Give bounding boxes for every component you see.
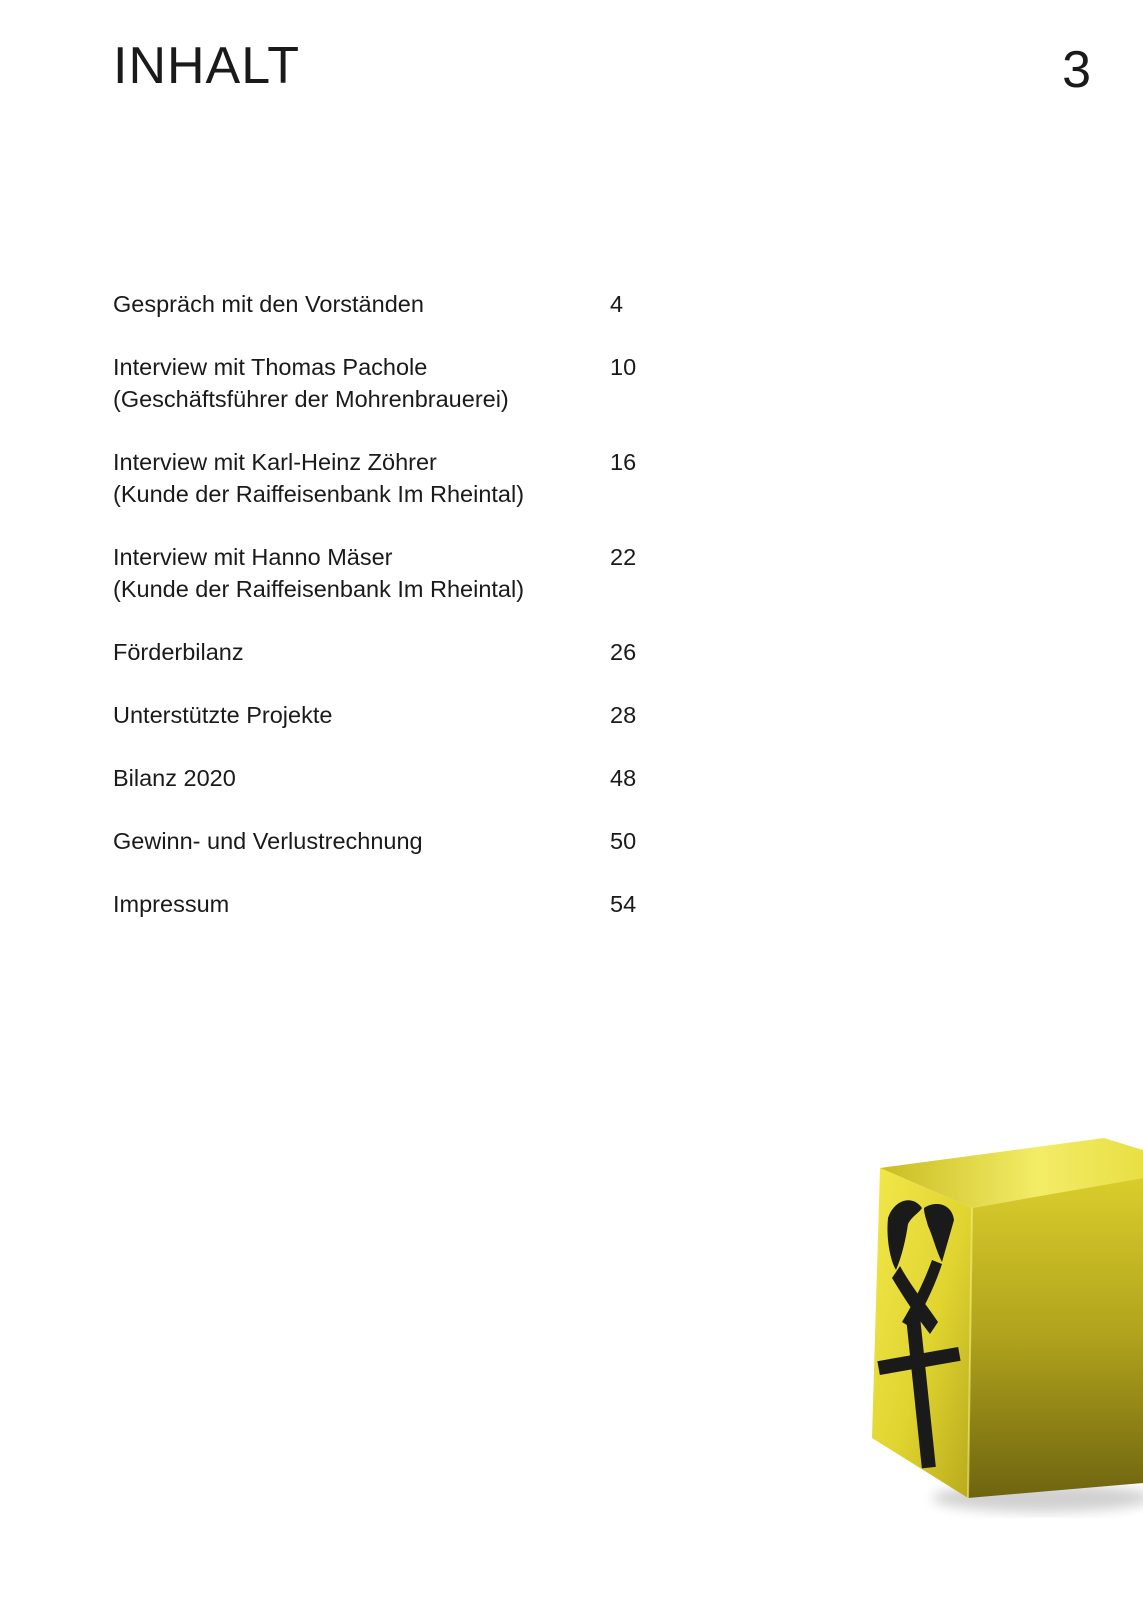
toc-entry-page: 54: [610, 891, 637, 917]
toc-entry-4[interactable]: [113, 636, 653, 668]
toc-entry-1[interactable]: [113, 351, 653, 415]
toc-entry-3[interactable]: [113, 541, 653, 605]
toc-entry-page: 22: [610, 544, 637, 570]
toc-entry-title: Impressum: [113, 891, 230, 917]
toc-entry-2[interactable]: [113, 446, 653, 510]
page-title: INHALT: [113, 37, 301, 95]
toc-entry-subtitle: (Kunde der Raiffeisenbank Im Rheintal): [113, 576, 525, 602]
toc-entry-title: Gewinn- und Verlustrechnung: [113, 828, 423, 854]
toc-entry-page: 26: [610, 639, 637, 665]
toc-entry-title: Interview mit Hanno Mäser: [113, 544, 393, 570]
page-number: 3: [1062, 41, 1091, 99]
toc-entry-7[interactable]: [113, 825, 653, 857]
toc-entry-page: 4: [610, 291, 624, 317]
toc-entry-subtitle: (Kunde der Raiffeisenbank Im Rheintal): [113, 481, 525, 507]
toc-entry-page: 16: [610, 449, 637, 475]
toc-entry-5[interactable]: [113, 699, 653, 731]
toc-entry-title: Förderbilanz: [113, 639, 244, 665]
toc-entry-page: 28: [610, 702, 637, 728]
raiffeisen-giebelkreuz-cube-icon: [872, 1138, 1143, 1538]
toc-entry-page: 48: [610, 765, 637, 791]
toc-entry-title: Bilanz 2020: [113, 765, 236, 791]
toc-entry-subtitle: (Geschäftsführer der Mohrenbrauerei): [113, 386, 509, 412]
toc-entry-title: Interview mit Thomas Pachole: [113, 354, 428, 380]
toc-entry-page: 10: [610, 354, 637, 380]
toc-entry-8[interactable]: [113, 888, 653, 920]
toc-entry-title: Gespräch mit den Vorständen: [113, 291, 424, 317]
toc-entry-title: Unterstützte Projekte: [113, 702, 333, 728]
table-of-contents: [113, 288, 653, 951]
toc-entry-0[interactable]: [113, 288, 653, 320]
toc-entry-title: Interview mit Karl-Heinz Zöhrer: [113, 449, 437, 475]
toc-entry-6[interactable]: [113, 762, 653, 794]
toc-entry-page: 50: [610, 828, 637, 854]
